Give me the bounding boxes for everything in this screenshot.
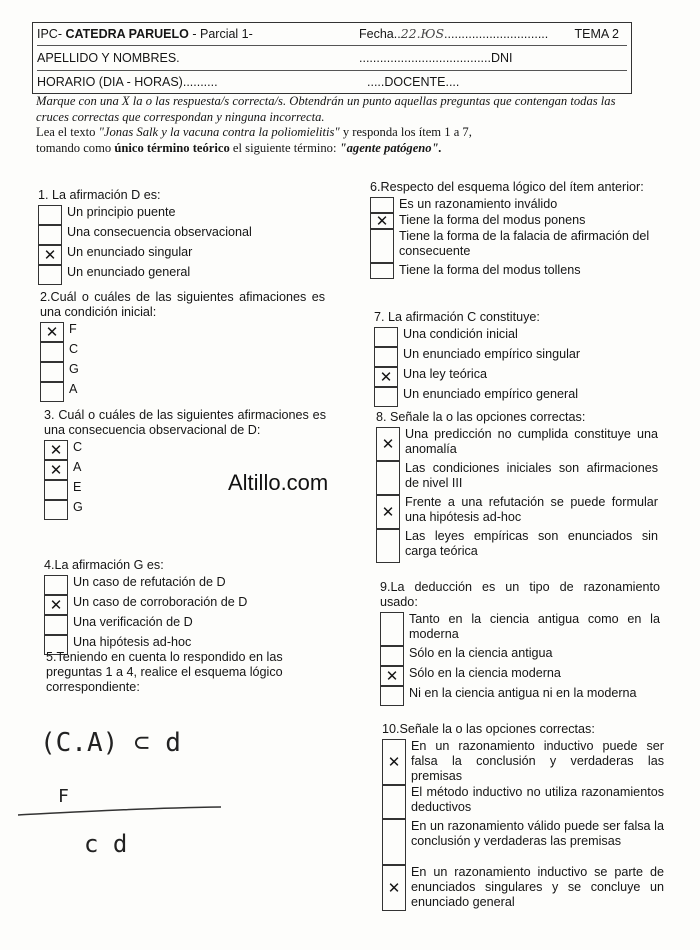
checkbox[interactable] [40, 342, 64, 362]
question-10-title: 10.Señale la o las opciones correctas: [382, 722, 595, 736]
header-row-apellido [37, 47, 627, 69]
q7-option-3[interactable] [374, 367, 664, 387]
option-label: Tiene la forma del modus tollens [399, 263, 581, 277]
q8-option-3[interactable] [376, 495, 658, 529]
option-label: Un principio puente [67, 205, 176, 219]
question-10 [382, 722, 664, 911]
q1-option-2[interactable] [38, 225, 328, 245]
fecha-value: 22.ЮS [400, 26, 445, 41]
question-1 [38, 188, 328, 285]
option-label: Ni en la ciencia antigua ni en la moderna [409, 686, 637, 700]
q8-option-2[interactable] [376, 461, 658, 495]
header-row-horario [37, 70, 627, 93]
option-label: Una predicción no cumplida constituye una anomalía [405, 427, 658, 456]
q2-option-1[interactable] [40, 322, 325, 342]
q7-option-4[interactable] [374, 387, 664, 407]
option-label: Una ley teórica [403, 367, 487, 381]
dni-field[interactable]: ......................................DNI [359, 51, 513, 65]
checkbox[interactable]: ✕ [370, 213, 394, 229]
q3-option-3[interactable] [44, 480, 326, 500]
checkbox[interactable]: ✕ [40, 322, 64, 342]
question-8 [376, 410, 658, 563]
checkbox[interactable] [376, 461, 400, 495]
question-3 [44, 408, 329, 520]
checkbox[interactable] [44, 575, 68, 595]
q4-option-2[interactable] [44, 595, 334, 615]
fecha-field[interactable] [359, 23, 548, 45]
option-label: Sólo en la ciencia antigua [409, 646, 553, 660]
line3-pre: tomando como [36, 140, 115, 155]
q10-option-4[interactable] [382, 865, 664, 911]
q2-option-2[interactable] [40, 342, 325, 362]
option-label: Sólo en la ciencia moderna [409, 666, 561, 680]
option-label: Una hipótesis ad-hoc [73, 635, 192, 649]
horario-field[interactable]: HORARIO (DIA - HORAS).......... [37, 75, 218, 89]
option-label: Una verificación de D [73, 615, 193, 629]
checkbox[interactable] [40, 362, 64, 382]
checkbox[interactable] [382, 785, 406, 819]
schema-inference-line [16, 806, 226, 820]
q9-option-1[interactable] [380, 612, 660, 646]
q4-option-3[interactable] [44, 615, 334, 635]
option-label: Las condiciones iniciales son afirmaciones de nivel III [405, 461, 658, 490]
option-label: Un enunciado general [67, 265, 191, 279]
option-label: Tiene la forma de la falacia de afirmación del consecuente [399, 229, 650, 258]
watermark-text: Altillo.com [228, 470, 329, 495]
option-label: Frente a una refutación se puede formular una hipótesis ad-hoc [405, 495, 658, 524]
question-6 [370, 180, 660, 279]
checkbox[interactable]: ✕ [38, 245, 62, 265]
option-label: G [73, 500, 83, 514]
checkbox[interactable] [370, 263, 394, 279]
tema-label: TEMA 2 [574, 27, 619, 41]
option-label: A [69, 382, 78, 396]
q6-option-1[interactable] [370, 197, 660, 213]
header-row-title [37, 23, 627, 46]
schema-second-premise: F [58, 786, 69, 807]
schema-conclusion: c d [84, 830, 128, 858]
title-prefix: IPC- [37, 27, 62, 41]
checkbox[interactable] [380, 646, 404, 666]
q7-option-1[interactable] [374, 327, 664, 347]
option-label: C [73, 440, 83, 454]
option-label: El método inductivo no utiliza razonamientos deductivos [411, 785, 664, 814]
option-label: E [73, 480, 82, 494]
checkbox[interactable] [380, 686, 404, 706]
checkbox[interactable] [376, 529, 400, 563]
checkbox[interactable] [370, 197, 394, 213]
checkbox[interactable] [40, 382, 64, 402]
option-label: Un enunciado empírico singular [403, 347, 581, 361]
docente-field[interactable]: .....DOCENTE.... [367, 75, 460, 89]
q9-option-3[interactable] [380, 666, 660, 686]
option-label: Un enunciado singular [67, 245, 193, 259]
checkbox[interactable] [374, 387, 398, 407]
checkbox[interactable] [374, 327, 398, 347]
q3-option-1[interactable] [44, 440, 326, 460]
exam-header [32, 22, 632, 94]
question-8-title: 8. Señale la o las opciones correctas: [376, 410, 586, 424]
q3-option-2[interactable] [44, 460, 326, 480]
option-label: Una condición inicial [403, 327, 518, 341]
q1-option-4[interactable] [38, 265, 328, 285]
question-5 [46, 650, 336, 697]
q2-option-4[interactable] [40, 382, 325, 402]
line2-italic: "Jonas Salk y la vacuna contra la poliomielitis" [98, 125, 340, 139]
instructions [36, 94, 636, 156]
title-main: CATEDRA PARUELO [65, 27, 189, 41]
q9-option-2[interactable] [380, 646, 660, 666]
line2-pre: Lea el texto [36, 125, 99, 139]
q1-option-1[interactable] [38, 205, 328, 225]
instructions-line-2 [36, 125, 636, 141]
option-label: Tiene la forma del modus ponens [399, 213, 586, 227]
line2-post: y responda los ítem 1 a 7, [339, 125, 472, 139]
checkbox[interactable] [380, 612, 404, 646]
checkbox[interactable] [382, 819, 406, 865]
checkbox[interactable] [374, 347, 398, 367]
q8-option-1[interactable] [376, 427, 658, 461]
header-title [37, 23, 253, 45]
q10-option-1[interactable] [382, 739, 664, 785]
question-1-title: 1. La afirmación D es: [38, 188, 161, 202]
option-label: Las leyes empíricas son enunciados sin carga teórica [405, 529, 658, 558]
question-7-title: 7. La afirmación C constituye: [374, 310, 540, 324]
option-label: En un razonamiento válido puede ser falsa la conclusión y verdaderas las premisas [411, 819, 664, 848]
q6-option-3[interactable] [370, 229, 660, 263]
question-2-title: 2.Cuál o cuáles de las siguientes afimaciones es una condición inicial: [40, 290, 325, 319]
line3-mid: el siguiente término: [229, 140, 340, 155]
question-5-title: 5.Teniendo en cuenta lo respondido en las preguntas 1 a 4, realice el esquema lógico correspondiente: [46, 650, 283, 694]
checkbox[interactable]: ✕ [376, 495, 400, 529]
checkbox[interactable] [38, 225, 62, 245]
instructions-line-1: Marque con una X la o las respuesta/s correcta/s. Obtendrán un punto aquellas preguntas que contengan todas las cruces correctas que correspondan y ninguna incorrecta. [36, 94, 616, 124]
question-9-title: 9.La deducción es un tipo de razonamiento usado: [380, 580, 660, 609]
option-label: Tanto en la ciencia antigua como en la moderna [409, 612, 660, 641]
checkbox[interactable]: ✕ [382, 865, 406, 911]
option-label: F [69, 322, 77, 336]
question-4-title: 4.La afirmación G es: [44, 558, 164, 572]
q10-option-3[interactable] [382, 819, 664, 865]
line3-bold: único término teórico [114, 140, 230, 155]
line3-quote: "agente patógeno". [339, 140, 442, 155]
logic-schema-answer[interactable] [40, 728, 240, 868]
fecha-label: Fecha.. [359, 27, 401, 41]
checkbox[interactable] [38, 205, 62, 225]
option-label: En un razonamiento inductivo se parte de enunciados singulares y se concluye un enunciado general [411, 865, 664, 909]
question-6-title: 6.Respecto del esquema lógico del ítem anterior: [370, 180, 644, 194]
checkbox[interactable]: ✕ [382, 739, 406, 785]
option-label: En un razonamiento inductivo puede ser falsa la conclusión y verdaderas las premisas [411, 739, 664, 783]
checkbox[interactable]: ✕ [44, 595, 68, 615]
option-label: Un enunciado empírico general [403, 387, 579, 401]
option-label: Un caso de corroboración de D [73, 595, 248, 609]
checkbox[interactable]: ✕ [380, 666, 404, 686]
q6-option-2[interactable] [370, 213, 660, 229]
question-9 [380, 580, 660, 706]
checkbox[interactable] [370, 229, 394, 263]
q9-option-4[interactable] [380, 686, 660, 706]
checkbox[interactable] [44, 500, 68, 520]
schema-premise: (C.A) ⊂ d [40, 728, 181, 758]
checkbox[interactable]: ✕ [44, 440, 68, 460]
question-3-title: 3. Cuál o cuáles de las siguientes afirmaciones es una consecuencia observacional de D: [44, 408, 326, 437]
apellido-field[interactable]: APELLIDO Y NOMBRES. [37, 51, 180, 65]
option-label: G [69, 362, 79, 376]
title-suffix: - Parcial 1- [192, 27, 253, 41]
checkbox[interactable] [44, 480, 68, 500]
q10-option-2[interactable] [382, 785, 664, 819]
checkbox[interactable]: ✕ [374, 367, 398, 387]
checkbox[interactable]: ✕ [44, 460, 68, 480]
checkbox[interactable] [44, 615, 68, 635]
question-7 [374, 310, 664, 407]
option-label: Es un razonamiento inválido [399, 197, 558, 211]
question-4 [44, 558, 334, 655]
q6-option-4[interactable] [370, 263, 660, 279]
checkbox[interactable]: ✕ [376, 427, 400, 461]
q4-option-1[interactable] [44, 575, 334, 595]
instructions-line-3 [36, 141, 636, 157]
checkbox[interactable] [38, 265, 62, 285]
q1-option-3[interactable] [38, 245, 328, 265]
question-2 [40, 290, 325, 402]
fecha-dots: .............................. [444, 27, 549, 41]
q2-option-3[interactable] [40, 362, 325, 382]
option-label: Un caso de refutación de D [73, 575, 226, 589]
option-label: Una consecuencia observacional [67, 225, 252, 239]
q8-option-4[interactable] [376, 529, 658, 563]
q3-option-4[interactable] [44, 500, 326, 520]
q7-option-2[interactable] [374, 347, 664, 367]
option-label: C [69, 342, 79, 356]
option-label: A [73, 460, 82, 474]
